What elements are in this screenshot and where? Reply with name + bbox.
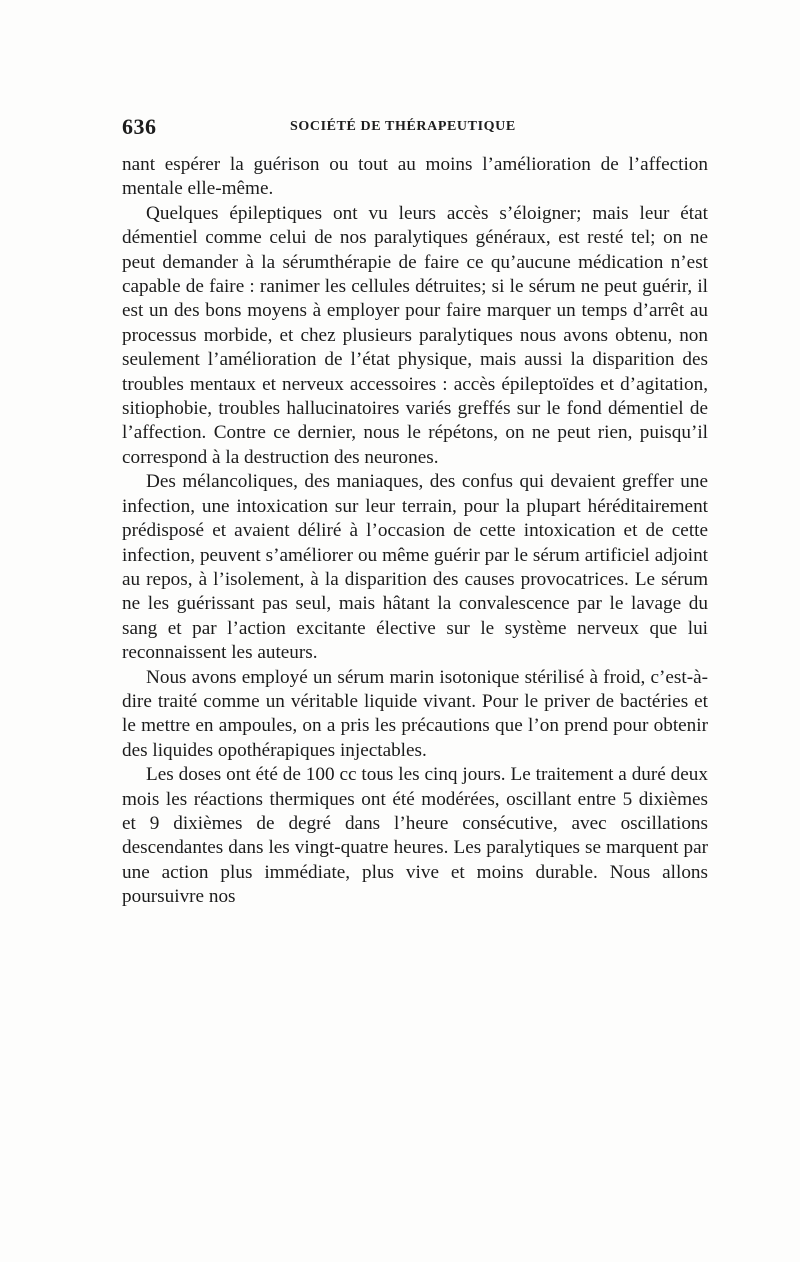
paragraph-doses: Les doses ont été de 100 cc tous les cinq jours. Le traitement a duré deux mois les réactions thermiques ont été modérées, oscillant entre 5 dixièmes et 9 dixièmes de degré dans l’heure consécutive, avec oscillations descendantes dans les vingt-quatre heures. Les paralytiques se marquent par une action plus immédiate, plus vive et moins durable. Nous allons poursuivre nos <box>122 764 708 908</box>
paragraph-continuation: nant espérer la guérison ou tout au moins l’amélioration de l’affection mentale elle-même. <box>122 154 708 200</box>
body-text <box>122 153 708 910</box>
paragraph-serum-marin: Nous avons employé un sérum marin isotonique stérilisé à froid, c’est-à-dire traité comme un véritable liquide vivant. Pour le priver de bactéries et le mettre en ampoules, on a pris les précautions que l’on prend pour obtenir des liquides opothérapiques injectables. <box>122 666 708 761</box>
running-head <box>122 114 708 140</box>
running-title: SOCIÉTÉ DE THÉRAPEUTIQUE <box>290 119 516 134</box>
paragraph-epileptiques: Quelques épileptiques ont vu leurs accès s’éloigner; mais leur état démentiel comme celui de nos paralytiques généraux, est resté tel; on ne peut demander à la sérumthérapie de faire ce qu’aucune médication n’est capable de faire : ranimer les cellules détruites; si le sérum ne peut guérir, il est un des bons moyens à employer pour faire marquer un temps d’arrêt au processus morbide, et chez plusieurs paralytiques nous avons obtenu, non seulement l’amélioration de l’état physique, mais aussi la disparition des troubles mentaux et nerveux accessoires : accès épileptoïdes et d’agitation, sitiophobie, troubles hallucinatoires variés greffés sur le fond démentiel de l’affection. Contre ce dernier, nous le répétons, on ne peut rien, puisqu’il correspond à la destruction des neurones. <box>122 202 708 468</box>
paragraph-melancoliques: Des mélancoliques, des maniaques, des confus qui devaient greffer une infection, une intoxication sur leur terrain, pour la plupart héréditairement prédisposé et avaient déliré à l’occasion de cette intoxication et de cette infection, peuvent s’améliorer ou même guérir par le sérum artificiel adjoint au repos, à l’isolement, à la disparition des causes provocatrices. Le sérum ne les guérissant pas seul, mais hâtant la convalescence par le lavage du sang et par l’action excitante élective sur le système nerveux que lui reconnaissent les auteurs. <box>122 471 708 664</box>
page-number: 636 <box>122 114 157 139</box>
